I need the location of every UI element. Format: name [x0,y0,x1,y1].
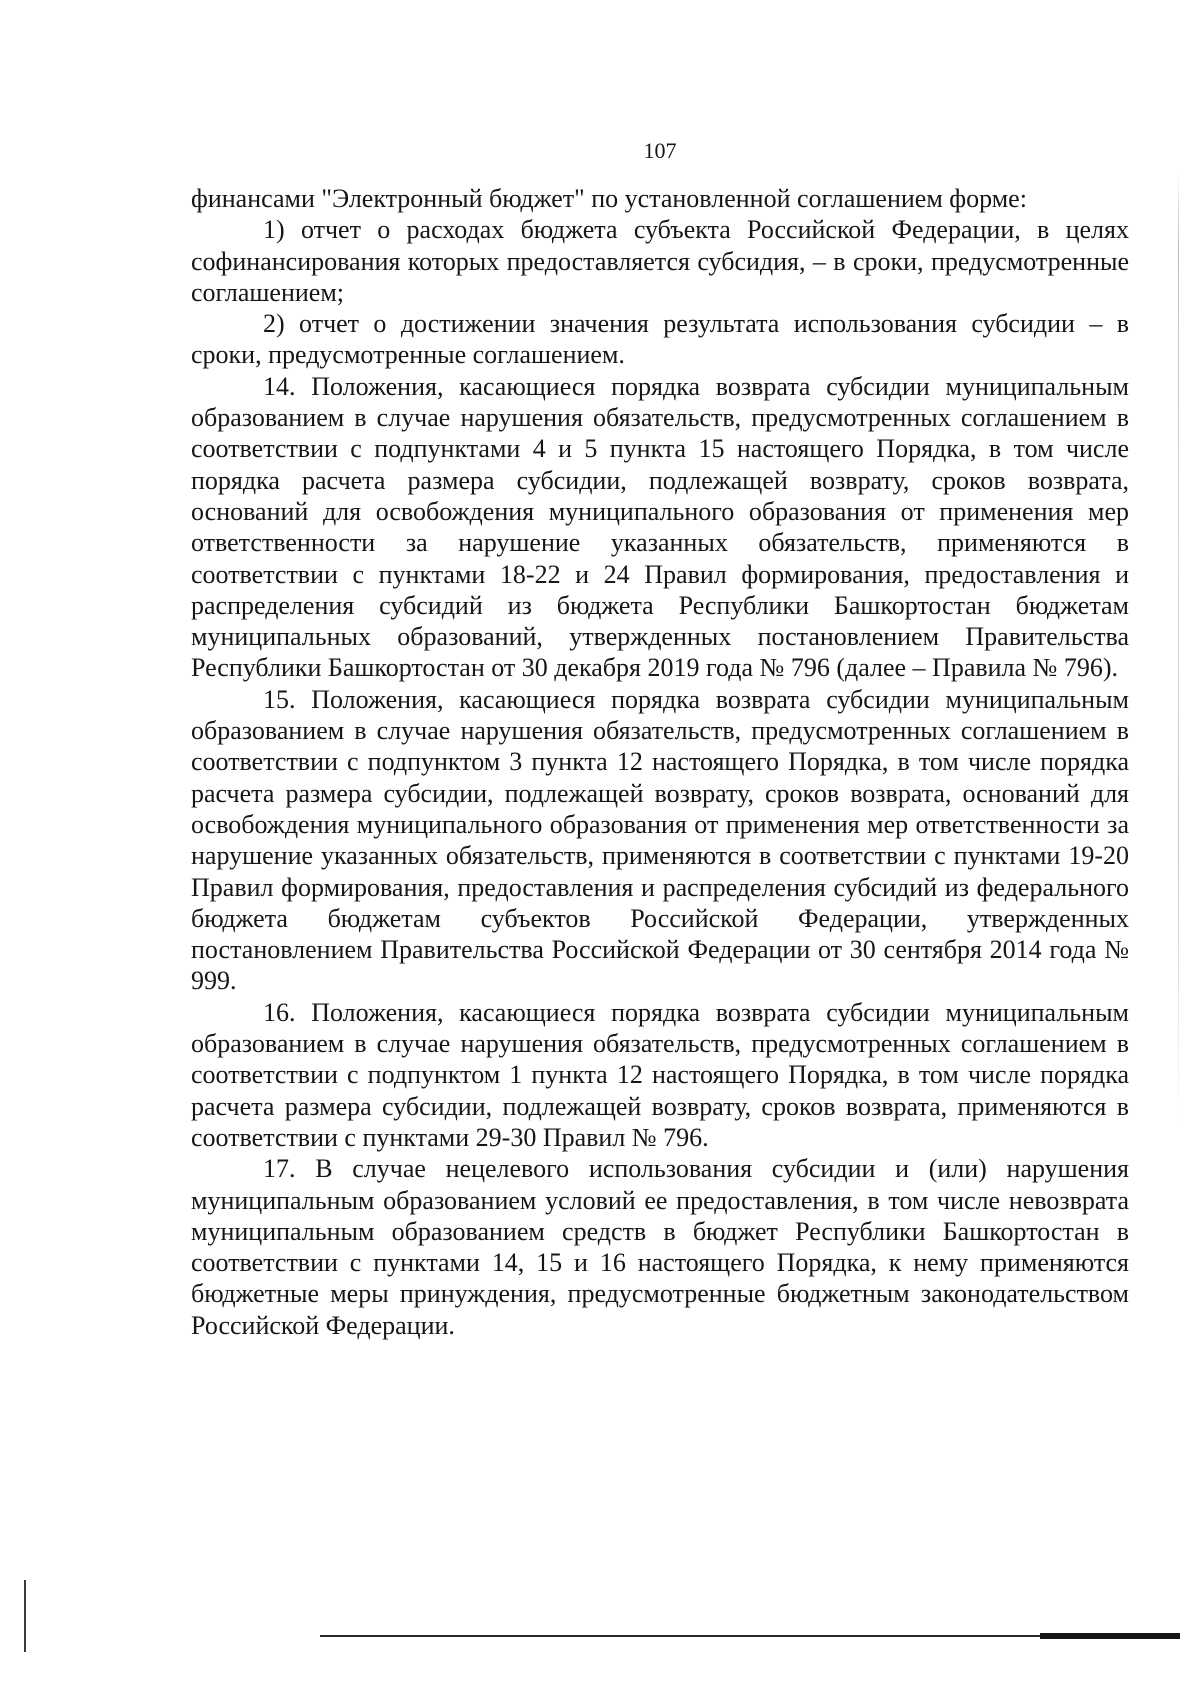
scan-edge-line [1178,170,1179,1130]
paragraph-continuation: финансами "Электронный бюджет" по установленной соглашением форме: [191,184,1027,213]
paragraph-item-2: 2) отчет о достижении значения результата использования субсидии – в сроки, предусмотренные соглашением. [191,309,1129,370]
document-body [191,183,1129,1341]
scan-edge-mark [24,1580,26,1652]
paragraph-17: 17. В случае нецелевого использования субсидии и (или) нарушения муниципальным образованием условий ее предоставления, в том числе невозврата муниципальным образованием средств в бюджет Республики Башкортостан в соответствии с пунктами 14, 15 и 16 настоящего Порядка, к нему применяются бюджетные меры принуждения, предусмотренные бюджетным законодательством Российской Федерации. [191,1154,1129,1340]
bottom-scan-bar [1040,1633,1180,1639]
page-number: 107 [643,138,677,163]
paragraph-14: 14. Положения, касающиеся порядка возврата субсидии муниципальным образованием в случае нарушения обязательств, предусмотренных соглашением в соответствии с подпунктами 4 и 5 пункта 15 настоящего Порядка, в том числе порядка расчета размера субсидии, подлежащей возврату, сроков возврата, оснований для освобождения муниципального образования от применения мер ответственности за нарушение указанных обязательств, применяются в соответствии с пунктами 18-22 и 24 Правил формирования, предоставления и распределения субсидий из бюджета Республики Башкортостан бюджетам муниципальных образований, утвержденных постановлением Правительства Республики Башкортостан от 30 декабря 2019 года № 796 (далее – Правила № 796). [191,371,1129,683]
paragraph-item-1: 1) отчет о расходах бюджета субъекта Российской Федерации, в целях софинансирования которых предоставляется субсидия, – в сроки, предусмотренные соглашением; [191,215,1129,307]
paragraph-16: 16. Положения, касающиеся порядка возврата субсидии муниципальным образованием в случае нарушения обязательств, предусмотренных соглашением в соответствии с подпунктом 1 пункта 12 настоящего Порядка, в том числе порядка расчета размера субсидии, подлежащей возврату, сроков возврата, применяются в соответствии с пунктами 29-30 Правил № 796. [191,997,1129,1152]
paragraph-15: 15. Положения, касающиеся порядка возврата субсидии муниципальным образованием в случае нарушения обязательств, предусмотренных соглашением в соответствии с подпунктом 3 пункта 12 настоящего Порядка, в том числе порядка расчета размера субсидии, подлежащей возврату, сроков возврата, оснований для освобождения муниципального образования от применения мер ответственности за нарушение указанных обязательств, применяются в соответствии с пунктами 19-20 Правил формирования, предоставления и распределения субсидий из федерального бюджета бюджетам субъектов Российской Федерации, утвержденных постановлением Правительства Российской Федерации от 30 сентября 2014 года № 999. [191,684,1129,996]
